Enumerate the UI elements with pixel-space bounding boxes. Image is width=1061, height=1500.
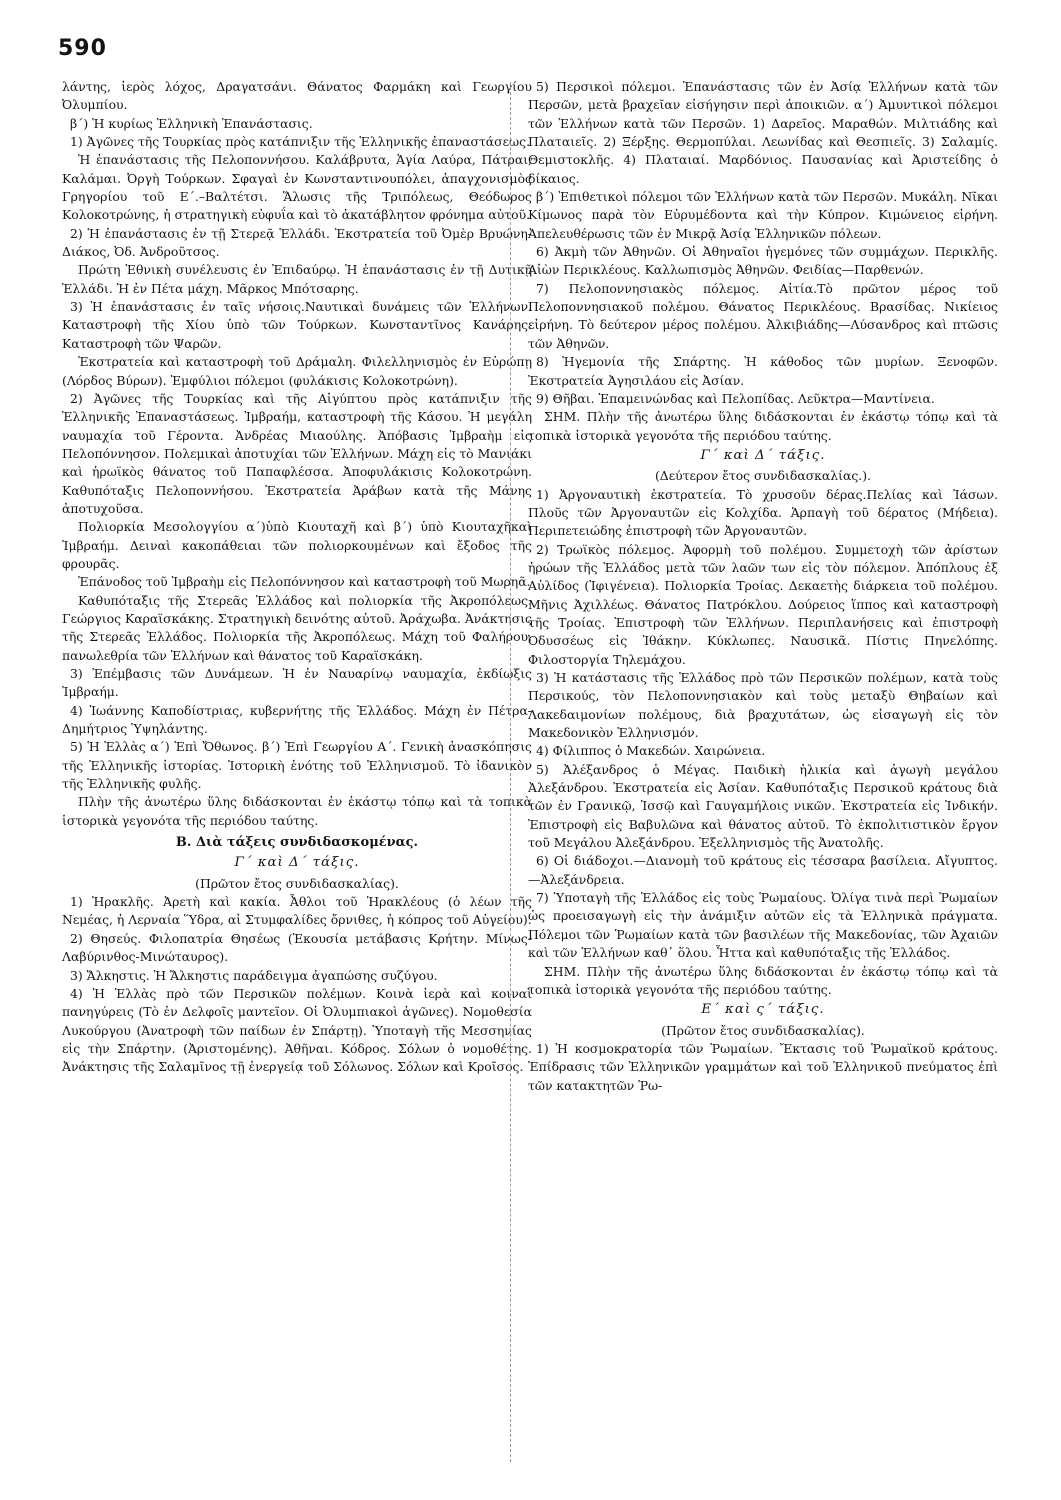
paragraph: 3) Ἡ κατάστασις τῆς Ἑλλάδος πρὸ τῶν Περσικῶν πολέμων, κατὰ τοὺς Περσικούς, τὸν Πελοποννησιακὸν καὶ τοὺς μεταξὺ Θηβαίων καὶ Λακεδαιμονίων πολέμους, διὰ βραχυτάτων, ὡς εἰσαγωγὴ εἰς τὸν Μακεδονικὸν Ἑλληνισμόν. bbox=[528, 670, 998, 741]
paragraph: 3) Ἄλκηστις. Ἡ Ἄλκηστις παράδειγμα ἀγαπώσης συζύγου. bbox=[70, 967, 438, 983]
paragraph: ΣΗΜ. Πλὴν τῆς ἀνωτέρω ὕλης διδάσκονται ἐν ἑκάστῳ τόπῳ καὶ τὰ τοπικὰ ἱστορικὰ γεγονότα τῆς περιόδου ταύτης. bbox=[528, 963, 998, 997]
paragraph: 2) Ἀγῶνες τῆς Τουρκίας καὶ τῆς Αἰγύπτου πρὸς κατάπνιξιν τῆς Ἑλληνικῆς Ἐπαναστάσεως. Ἰμβραήμ, καταστροφὴ τῆς Κάσου. Ἡ μεγάλη ναυμαχία τοῦ Γέροντα. Ἀνδρέας Μιαούλης. Ἀπόβασις Ἰμβραὴμ εἰς Πελοπόννησον. Πολεμικαὶ ἀποτυχίαι τῶν Ἑλλήνων. Μάχη εἰς τὸ Μανιάκι καὶ ἡρωϊκὸς θάνατος τοῦ Παπαφλέσσα. Ἀποφυλάκισις Κολοκοτρώνη. Καθυπόταξις Πελοποννήσου. Ἐκστρατεία Ἀράβων κατὰ τῆς Μάνης ἀποτυχοῦσα. bbox=[62, 390, 532, 516]
paragraph: 5) Ἀλέξανδρος ὁ Μέγας. Παιδικὴ ἡλικία καὶ ἀγωγὴ μεγάλου Ἀλεξάνδρου. Ἐκστρατεία εἰς Ἀσίαν. Καθυπόταξις Περσικοῦ κράτους διὰ τῶν ἐν Γρανικῷ, Ἰσσῷ καὶ Γαυγαμήλοις νικῶν. Ἐκστρατεία εἰς Ἰνδικήν. Ἐπιστροφὴ εἰς Βαβυλῶνα καὶ θάνατος αὐτοῦ. Τὸ ἐκπολιτιστικὸν ἔργον τοῦ Μεγάλου Ἀλεξάνδρου. Ἐξελληνισμὸς τῆς Ἀνατολῆς. bbox=[528, 761, 998, 851]
paragraph: 3) Ἡ ἐπανάστασις ἐν ταῖς νήσοις.Ναυτικαὶ δυνάμεις τῶν Ἑλλήνων. Καταστροφὴ τῆς Χίου ὑπὸ τῶν Τούρκων. Κωνσταντῖνος Κανάρης. Καταστροφὴ τῶν Ψαρῶν. bbox=[62, 299, 532, 351]
paragraph: 2) Τρωϊκὸς πόλεμος. Ἀφορμὴ τοῦ πολέμου. Συμμετοχὴ τῶν ἀρίστων ἡρώων τῆς Ἑλλάδος μετὰ τῶν λαῶν των εἰς τὸν πόλεμον. Ἀπόπλους ἐξ Αὐλίδος (Ἰφιγένεια). Πολιορκία Τροίας. Δεκαετὴς διάρκεια τοῦ πολέμου. Μῆνις Ἀχιλλέως. Θάνατος Πατρόκλου. Δούρειος ἵππος καὶ καταστροφὴ τῆς Τροίας. Ἐπιστροφὴ τῶν Ἑλλήνων. Περιπλανήσεις καὶ ἐπιστροφὴ Ὀδυσσέως εἰς Ἰθάκην. Κύκλωπες. Ναυσικᾶ. Πίστις Πηνελόπης. Φιλοστοργία Τηλεμάχου. bbox=[528, 541, 998, 667]
class-heading: Γ΄ καὶ Δ΄ τάξις. bbox=[700, 447, 826, 463]
right-column bbox=[528, 78, 998, 1095]
column-divider bbox=[510, 82, 511, 1462]
paragraph: Ἡ ἐπανάστασις τῆς Πελοποννήσου. Καλάβρυτα, Ἁγία Λαύρα, Πάτραι, Καλάμαι. Ὀργὴ Τούρκων. Σφαγαὶ ἐν Κωνσταντινουπόλει, ἀπαγχονισμὸς Γρηγορίου τοῦ Ε΄.–Βαλτέτσι. Ἅλωσις τῆς Τριπόλεως, Θεόδωρος Κολοκοτρώνης, ἡ στρατηγικὴ εὐφυΐα καὶ τὸ ἀκατάβλητον φρόνημα αὐτοῦ. bbox=[62, 152, 532, 223]
paragraph: 4) Φίλιππος ὁ Μακεδών. Χαιρώνεια. bbox=[536, 743, 766, 759]
paragraph: Ἐκστρατεία καὶ καταστροφὴ τοῦ Δράμαλη. Φιλελληνισμὸς ἐν Εὐρώπῃ (Λόρδος Βύρων). Ἐμφύλιοι πόλεμοι (φυλάκισις Κολοκοτρώνη). bbox=[62, 354, 532, 388]
paragraph: 1) Ἡ κοσμοκρατορία τῶν Ῥωμαίων. Ἔκτασις τοῦ Ῥωμαϊκοῦ κράτους. Ἐπίδρασις τῶν Ἑλληνικῶν γραμμάτων καὶ τοῦ Ἑλληνικοῦ πνεύματος ἐπὶ τῶν κατακτητῶν Ῥω- bbox=[528, 1040, 998, 1093]
paragraph: Καθυπόταξις τῆς Στερεᾶς Ἑλλάδος καὶ πολιορκία τῆς Ἀκροπόλεως. Γεώργιος Καραϊσκάκης. Στρατηγικὴ δεινότης αὐτοῦ. Ἀράχωβα. Ἀνάκτησις τῆς Στερεᾶς Ἑλλάδος. Πολιορκία τῆς Ἀκροπόλεως. Μάχη τοῦ Φαλήρου, πανωλεθρία τῶν Ἑλλήνων καὶ θάνατος τοῦ Καραϊσκάκη. bbox=[62, 592, 532, 663]
paragraph: 1) Ἡρακλῆς. Ἀρετὴ καὶ κακία. Ἆθλοι τοῦ Ἡρακλέους (ὁ λέων τῆς Νεμέας, ἡ Λερναία Ὕδρα, αἱ Στυμφαλίδες ὄρνιθες, ἡ κόπρος τοῦ Αὐγείου). bbox=[62, 894, 532, 928]
section-heading: Β. Διὰ τάξεις συνδιδασκομένας. bbox=[175, 835, 419, 851]
paragraph: Πρώτη Ἐθνικὴ συνέλευσις ἐν Ἐπιδαύρῳ. Ἡ ἐπανάστασις ἐν τῇ Δυτικῇ Ἑλλάδι. Ἡ ἐν Πέτα μάχη. Μᾶρκος Μπότσαρης. bbox=[62, 262, 532, 296]
class-heading: Ε΄ καὶ ς΄ τάξις. bbox=[701, 1002, 825, 1018]
paragraph: λάντης, ἱερὸς λόχος, Δραγατσάνι. Θάνατος Φαρμάκη καὶ Γεωργίου Ὀλυμπίου. bbox=[62, 79, 532, 113]
paragraph: 8) Ἡγεμονία τῆς Σπάρτης. Ἡ κάθοδος τῶν μυρίων. Ξενοφῶν. Ἐκστρατεία Ἀγησιλάου εἰς Ἀσίαν. bbox=[528, 354, 998, 388]
paragraph: Ἐπάνοδος τοῦ Ἰμβραὴμ εἰς Πελοπόννησον καὶ καταστροφὴ τοῦ Μωρηᾶ. bbox=[78, 574, 531, 590]
left-column bbox=[62, 78, 532, 1077]
paragraph: Πολιορκία Μεσολογγίου α΄)ὑπὸ Κιουταχῆ καὶ β΄) ὑπὸ Κιουταχῆκαὶ Ἰμβραήμ. Δειναὶ κακοπάθειαι τῶν πολιορκουμένων καὶ ἔξοδος τῆς φρουρᾶς. bbox=[62, 519, 532, 571]
paragraph: 5) Ἡ Ἑλλὰς α΄) Ἐπὶ Ὄθωνος. β΄) Ἐπὶ Γεωργίου Α΄. Γενικὴ ἀνασκόπησις τῆς Ἑλληνικῆς ἱστορίας. Ἱστορικὴ ἑνότης τοῦ Ἑλληνισμοῦ. Τὸ ἰδανικὸν τῆς Ἑλληνικῆς φυλῆς. bbox=[62, 739, 532, 792]
paragraph: 2) Θησεύς. Φιλοπατρία Θησέως (Ἑκουσία μετάβασις Κρήτην. Μίνως-Λαβύρινθος-Μινώταυρος). bbox=[62, 930, 532, 965]
year-subheading: (Δεύτερον ἔτος συνδιδασκαλίας.). bbox=[654, 468, 872, 484]
paragraph: 1) Ἀργοναυτικὴ ἐκστρατεία. Τὸ χρυσοῦν δέρας.Πελίας καὶ Ἰάσων. Πλοῦς τῶν Ἀργοναυτῶν εἰς Κολχίδα. Ἁρπαγὴ τοῦ δέρατος (Μήδεια). Περιπετειώδης ἐπιστροφὴ τῶν Ἀργοναυτῶν. bbox=[528, 486, 998, 539]
paragraph: 6) Ἀκμὴ τῶν Ἀθηνῶν. Οἱ Ἀθηναῖοι ἡγεμόνες τῶν συμμάχων. Περικλῆς. Αἰὼν Περικλέους. Καλλωπισμὸς Ἀθηνῶν. Φειδίας—Παρθενών. bbox=[528, 244, 998, 278]
paragraph: 4) Ἡ Ἑλλὰς πρὸ τῶν Περσικῶν πολέμων. Κοινὰ ἱερὰ καὶ κοιναὶ πανηγύρεις (Τὸ ἐν Δελφοῖς μαντεῖον. Οἱ Ὀλυμπιακοὶ ἀγῶνες). Νομοθεσία Λυκούργου (Ἀνατροφὴ τῶν παίδων ἐν Σπάρτῃ). Ὑποταγὴ τῆς Μεσσηνίας εἰς τὴν Σπάρτην. (Ἀριστομένης). Ἀθῆναι. Κόδρος. Σόλων ὁ νομοθέτης. Ἀνάκτησις τῆς Σαλαμῖνος τῇ ἐνεργείᾳ τοῦ Σόλωνος. Σόλων καὶ Κροῖσος. bbox=[62, 985, 532, 1075]
paragraph: 7) Ὑποταγὴ τῆς Ἑλλάδος εἰς τοὺς Ῥωμαίους. Ὀλίγα τινὰ περὶ Ῥωμαίων ὡς προεισαγωγὴ εἰς τὴν ἀνάμιξιν αὐτῶν εἰς τὰ Ἑλληνικὰ πράγματα. Πόλεμοι τῶν Ῥωμαίων κατὰ τῶν βασιλέων τῆς Μακεδονίας, τῶν Ἀχαιῶν καὶ τῶν Ἑλλήνων καθ᾽ ὅλου. Ἧττα καὶ καθυπόταξις τῆς Ἑλλάδος. bbox=[528, 890, 998, 961]
paragraph: ΣΗΜ. Πλὴν τῆς ἀνωτέρω ὕλης διδάσκονται ἐν ἑκάστῳ τόπῳ καὶ τὰ τοπικὰ ἱστορικὰ γεγονότα τῆς περιόδου ταύτης. bbox=[528, 409, 998, 443]
class-heading: Γ΄ καὶ Δ΄ τάξις. bbox=[234, 855, 360, 871]
paragraph: 2) Ἡ ἐπανάστασις ἐν τῇ Στερεᾷ Ἑλλάδι. Ἐκστρατεία τοῦ Ὀμὲρ Βρυώνη-Διάκος, Ὀδ. Ἀνδροῦτσος. bbox=[62, 225, 532, 260]
paragraph: 7) Πελοποννησιακὸς πόλεμος. Αἰτία.Τὸ πρῶτον μέρος τοῦ Πελοποννησιακοῦ πολέμου. Θάνατος Περικλέους. Βρασίδας. Νικίειος εἰρήνη. Τὸ δεύτερον μέρος πολέμου. Ἀλκιβιάδης—Λύσανδρος καὶ πτῶσις τῶν Ἀθηνῶν. bbox=[528, 280, 998, 351]
year-subheading: (Πρῶτον ἔτος συνδιδασκαλίας). bbox=[661, 1022, 865, 1038]
paragraph: 3) Ἐπέμβασις τῶν Δυνάμεων. Ἡ ἐν Ναυαρίνῳ ναυμαχία, ἐκδίωξις Ἰμβραήμ. bbox=[62, 666, 532, 700]
paragraph: 4) Ἰωάννης Καποδίστριας, κυβερνήτης τῆς Ἑλλάδος. Μάχη ἐν Πέτρα-Δημήτριος Ὑψηλάντης. bbox=[62, 702, 532, 737]
paragraph: 6) Οἱ διάδοχοι.—Διανομὴ τοῦ κράτους εἰς τέσσαρα βασίλεια. Αἴγυπτος.—Ἀλεξάνδρεια. bbox=[528, 853, 998, 887]
paragraph: β΄) Ἐπιθετικοὶ πόλεμοι τῶν Ἑλλήνων κατὰ τῶν Περσῶν. Μυκάλη. Νῖκαι Κίμωνος παρὰ τὸν Εὐρυμέδοντα καὶ τὴν Κύπρον. Κιμώνειος εἰρήνη. Ἀπελευθέρωσις τῶν ἐν Μικρᾷ Ἀσίᾳ Ἑλληνικῶν πόλεων. bbox=[528, 189, 998, 241]
paragraph: Πλὴν τῆς ἀνωτέρω ὕλης διδάσκονται ἐν ἑκάστῳ τόπῳ καὶ τὰ τοπικὰ ἱστορικὰ γεγονότα τῆς περιόδου ταύτης. bbox=[62, 794, 532, 828]
paragraph: 1) Ἀγῶνες τῆς Τουρκίας πρὸς κατάπνιξιν τῆς Ἑλληνικῆς ἐπαναστάσεως. bbox=[70, 134, 531, 150]
year-subheading: (Πρῶτον ἔτος συνδιδασκαλίας). bbox=[195, 875, 399, 891]
page-number: 590 bbox=[58, 36, 107, 61]
paragraph: 5) Περσικοὶ πόλεμοι. Ἐπανάστασις τῶν ἐν Ἀσίᾳ Ἑλλήνων κατὰ τῶν Περσῶν, μετὰ βραχεῖαν εἰσήγησιν περὶ ἀποικιῶν. α΄) Ἀμυντικοὶ πόλεμοι τῶν Ἑλλήνων κατὰ τῶν Περσῶν. 1) Δαρεῖος. Μαραθών. Μιλτιάδης καὶ Πλαταιεῖς. 2) Ξέρξης. Θερμοπύλαι. Λεωνίδας καὶ Θεσπιεῖς. 3) Σαλαμίς. Θεμιστοκλῆς. 4) Πλαταιαί. Μαρδόνιος. Παυσανίας καὶ Ἀριστείδης ὁ δίκαιος. bbox=[528, 79, 998, 186]
paragraph: β΄) Ἡ κυρίως Ἑλληνικὴ Ἐπανάστασις. bbox=[70, 115, 313, 131]
paragraph: 9) Θῆβαι. Ἐπαμεινώνδας καὶ Πελοπίδας. Λεῦκτρα—Μαντίνεια. bbox=[536, 390, 935, 406]
